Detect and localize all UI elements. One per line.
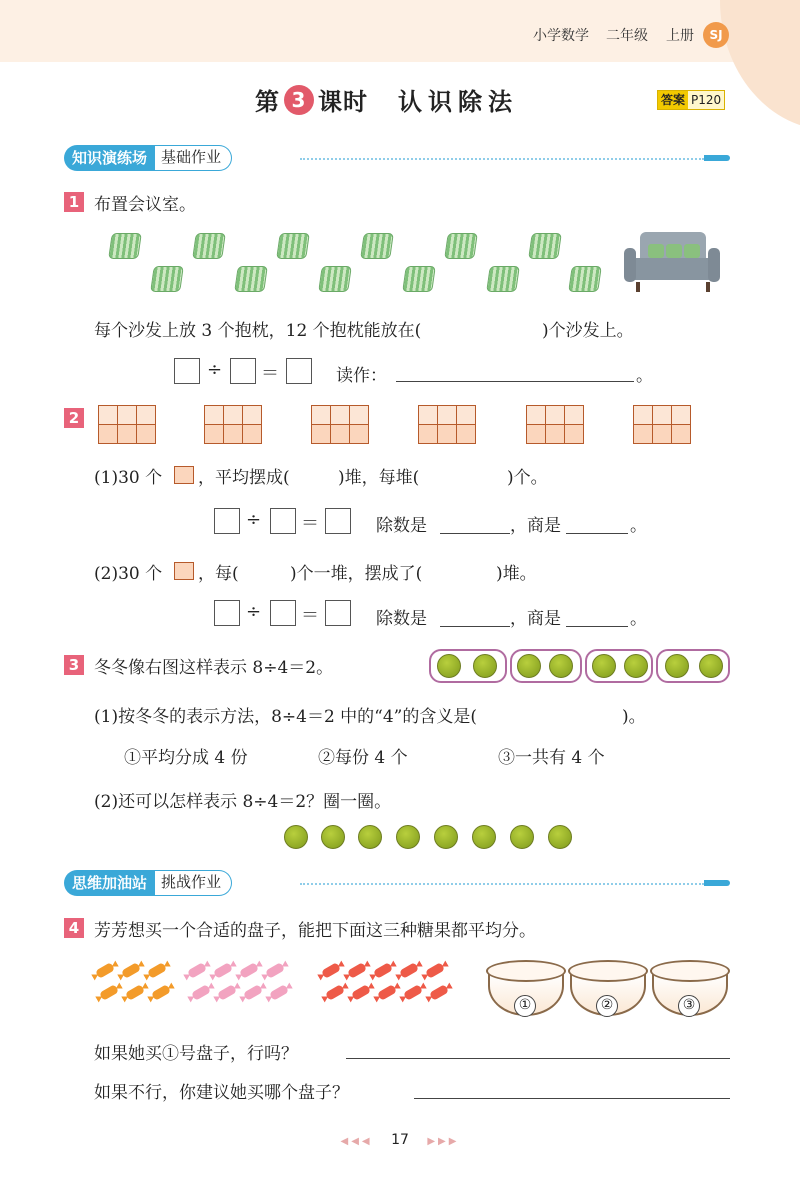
cube-icon xyxy=(117,424,137,444)
q2-p1-d: )个。 xyxy=(507,468,548,488)
cube-icon xyxy=(456,424,476,444)
read-as-line[interactable] xyxy=(396,381,634,382)
q3-option-2[interactable]: ②每份 4 个 xyxy=(318,748,408,768)
page-title xyxy=(255,82,518,117)
cube-icon xyxy=(330,424,350,444)
answer-box[interactable] xyxy=(270,600,296,626)
quotient-label: ，商是 xyxy=(510,609,561,629)
divisor-label: 除数是 xyxy=(376,516,427,536)
q4-ask-2: 如果不行，你建议她买哪个盘子？ xyxy=(94,1083,349,1103)
page-number: 17 xyxy=(391,1132,409,1148)
title-prefix: 第 xyxy=(255,88,280,116)
candy-icon xyxy=(121,962,141,979)
equals-sign: ＝ xyxy=(301,605,319,626)
sofa-pillow-icon xyxy=(684,244,700,258)
cube-icon xyxy=(526,424,546,444)
cube-icon xyxy=(671,424,691,444)
answer-line[interactable] xyxy=(346,1058,730,1059)
sofa-arm xyxy=(708,248,720,282)
divide-sign: ÷ xyxy=(207,359,223,380)
candy-icon xyxy=(265,962,285,979)
tennis-ball-icon xyxy=(434,825,458,849)
tennis-ball-icon xyxy=(517,654,541,678)
cube-icon xyxy=(98,405,118,425)
divisor-label: 除数是 xyxy=(376,609,427,629)
tennis-ball-icon xyxy=(396,825,420,849)
q2-p2-b: ，每( xyxy=(198,564,239,584)
pencil-icon xyxy=(704,155,730,161)
quotient-label: ，商是 xyxy=(510,516,561,536)
q3-p2: (2)还可以怎样表示 8÷4＝2？圈一圈。 xyxy=(94,792,392,812)
header-grade: 二年级 xyxy=(606,28,648,44)
plate-label: ② xyxy=(596,995,618,1017)
candy-icon xyxy=(191,984,211,1001)
tennis-ball-icon xyxy=(321,825,345,849)
candy-icon xyxy=(425,962,445,979)
q3-option-3[interactable]: ③一共有 4 个 xyxy=(498,748,605,768)
q2-p1-a: (1)30 个 xyxy=(94,468,163,488)
question-number: 2 xyxy=(64,408,84,428)
answer-box[interactable] xyxy=(230,358,256,384)
tennis-ball-icon xyxy=(699,654,723,678)
q2-p2-d: )堆。 xyxy=(496,564,537,584)
cube-icon xyxy=(174,466,194,484)
q2-end: 。 xyxy=(630,516,647,536)
pillow-icon xyxy=(318,266,352,292)
cube-icon xyxy=(349,424,369,444)
q2-p1-b: ，平均摆成( xyxy=(198,468,290,488)
cube-icon xyxy=(311,405,331,425)
answer-box[interactable] xyxy=(214,600,240,626)
cube-icon xyxy=(526,405,546,425)
tennis-ball-icon xyxy=(665,654,689,678)
quotient-line[interactable] xyxy=(566,626,628,627)
cube-icon xyxy=(418,405,438,425)
candy-icon xyxy=(373,962,393,979)
header-subject: 小学数学 xyxy=(533,28,589,44)
cube-icon xyxy=(418,424,438,444)
answer-page: P120 xyxy=(688,91,724,109)
pencil-icon xyxy=(704,880,730,886)
sofa-seat xyxy=(630,258,716,280)
answer-line[interactable] xyxy=(414,1098,730,1099)
candy-icon xyxy=(321,962,341,979)
q2-p1-c: )堆，每堆( xyxy=(338,468,420,488)
answer-box[interactable] xyxy=(214,508,240,534)
tennis-ball-icon xyxy=(358,825,382,849)
quotient-line[interactable] xyxy=(566,533,628,534)
sofa-pillow-icon xyxy=(666,244,682,258)
pillow-icon xyxy=(360,233,394,259)
divisor-line[interactable] xyxy=(440,626,510,627)
title-suffix: 课时 xyxy=(318,88,368,116)
candy-icon xyxy=(325,984,345,1001)
answer-box[interactable] xyxy=(286,358,312,384)
pillow-icon xyxy=(150,266,184,292)
candy-icon xyxy=(187,962,207,979)
candy-icon xyxy=(147,962,167,979)
candy-icon xyxy=(239,962,259,979)
plate-rim xyxy=(650,960,730,982)
pillow-icon xyxy=(192,233,226,259)
plate-rim xyxy=(568,960,648,982)
tennis-ball-icon xyxy=(472,825,496,849)
divide-sign: ÷ xyxy=(246,601,262,622)
candy-icon xyxy=(377,984,397,1001)
candy-icon xyxy=(217,984,237,1001)
candy-icon xyxy=(99,984,119,1001)
cube-icon xyxy=(564,424,584,444)
candy-icon xyxy=(151,984,171,1001)
pillow-icon xyxy=(444,233,478,259)
plate-rim xyxy=(486,960,566,982)
question-number: 1 xyxy=(64,192,84,212)
q2-end: 。 xyxy=(630,609,647,629)
question-number: 3 xyxy=(64,655,84,675)
tennis-ball-icon xyxy=(473,654,497,678)
tennis-ball-icon xyxy=(592,654,616,678)
section-challenge xyxy=(64,870,232,896)
cube-icon xyxy=(242,405,262,425)
pillow-icon xyxy=(276,233,310,259)
tennis-ball-icon xyxy=(624,654,648,678)
cube-icon xyxy=(545,424,565,444)
answer-tag[interactable] xyxy=(657,90,725,110)
cube-icon xyxy=(652,424,672,444)
divisor-line[interactable] xyxy=(440,533,510,534)
sofa-pillow-icon xyxy=(648,244,664,258)
tennis-ball-icon xyxy=(548,825,572,849)
q1-sentence-b: )个沙发上。 xyxy=(542,321,634,341)
cube-icon xyxy=(204,424,224,444)
candy-icon xyxy=(269,984,289,1001)
answer-box[interactable] xyxy=(325,600,351,626)
cube-icon xyxy=(545,405,565,425)
cube-icon xyxy=(223,405,243,425)
plate-label: ③ xyxy=(678,995,700,1017)
pillow-icon xyxy=(108,233,142,259)
section-basic-label: 知识演练场 xyxy=(64,145,155,171)
section-challenge-label: 思维加油站 xyxy=(64,870,155,896)
answer-box[interactable] xyxy=(325,508,351,534)
q1-prompt: 布置会议室。 xyxy=(94,195,196,215)
pillow-icon xyxy=(234,266,268,292)
sofa-leg xyxy=(706,282,710,292)
divide-sign: ÷ xyxy=(246,509,262,530)
header-volume: 上册 xyxy=(666,28,694,44)
candy-icon xyxy=(213,962,233,979)
section-divider xyxy=(300,158,704,160)
sofa-leg xyxy=(636,282,640,292)
lesson-number-badge: 3 xyxy=(284,85,314,115)
header-curve xyxy=(720,0,800,130)
q4-ask-1: 如果她买①号盘子，行吗？ xyxy=(94,1044,298,1064)
sj-badge: SJ xyxy=(703,22,729,48)
tennis-ball-icon xyxy=(284,825,308,849)
cube-icon xyxy=(564,405,584,425)
page-footer xyxy=(0,1132,800,1148)
answer-label: 答案 xyxy=(658,91,688,109)
q2-p2-c: )个一堆，摆成了( xyxy=(290,564,423,584)
right-arrows-icon: ▶▶▶ xyxy=(427,1136,460,1147)
q3-prompt: 冬冬像右图这样表示 8÷4＝2。 xyxy=(94,658,334,678)
equals-sign: ＝ xyxy=(261,363,279,384)
tennis-ball-icon xyxy=(549,654,573,678)
cube-icon xyxy=(633,405,653,425)
cube-icon xyxy=(242,424,262,444)
title-name: 认识除法 xyxy=(398,88,518,116)
candy-icon xyxy=(429,984,449,1001)
cube-icon xyxy=(349,405,369,425)
cube-icon xyxy=(671,405,691,425)
tennis-ball-icon xyxy=(437,654,461,678)
tennis-ball-icon xyxy=(510,825,534,849)
cube-icon xyxy=(174,562,194,580)
cube-icon xyxy=(204,405,224,425)
sofa-arm xyxy=(624,248,636,282)
candy-icon xyxy=(399,962,419,979)
section-challenge-sub: 挑战作业 xyxy=(155,870,232,896)
section-basic-sub: 基础作业 xyxy=(155,145,232,171)
pillow-icon xyxy=(486,266,520,292)
answer-box[interactable] xyxy=(270,508,296,534)
equals-sign: ＝ xyxy=(301,513,319,534)
candy-icon xyxy=(347,962,367,979)
candy-icon xyxy=(243,984,263,1001)
cube-icon xyxy=(456,405,476,425)
candy-icon xyxy=(95,962,115,979)
q2-p2-a: (2)30 个 xyxy=(94,564,163,584)
q4-prompt: 芳芳想买一个合适的盘子，能把下面这三种糖果都平均分。 xyxy=(94,921,536,941)
cube-icon xyxy=(117,405,137,425)
pillow-icon xyxy=(528,233,562,259)
q3-option-1[interactable]: ①平均分成 4 份 xyxy=(124,748,248,768)
read-as-label: 读作： xyxy=(336,366,387,386)
q1-sentence-a: 每个沙发上放 3 个抱枕，12 个抱枕能放在( xyxy=(94,321,422,341)
answer-box[interactable] xyxy=(174,358,200,384)
candy-icon xyxy=(403,984,423,1001)
pillow-icon xyxy=(402,266,436,292)
pillow-icon xyxy=(568,266,602,292)
q3-p1: (1)按冬冬的表示方法，8÷4＝2 中的“4”的含义是( xyxy=(94,707,478,727)
cube-icon xyxy=(652,405,672,425)
section-basic xyxy=(64,145,232,171)
cube-icon xyxy=(633,424,653,444)
cube-icon xyxy=(437,405,457,425)
cube-icon xyxy=(437,424,457,444)
cube-icon xyxy=(223,424,243,444)
left-arrows-icon: ◀◀◀ xyxy=(340,1136,373,1147)
cube-icon xyxy=(98,424,118,444)
cube-icon xyxy=(136,424,156,444)
candy-icon xyxy=(351,984,371,1001)
q3-p1-end: )。 xyxy=(622,707,646,727)
cube-icon xyxy=(136,405,156,425)
question-number: 4 xyxy=(64,918,84,938)
q1-end: 。 xyxy=(636,366,653,386)
candy-icon xyxy=(125,984,145,1001)
cube-icon xyxy=(330,405,350,425)
plate-label: ① xyxy=(514,995,536,1017)
section-divider xyxy=(300,883,704,885)
cube-icon xyxy=(311,424,331,444)
